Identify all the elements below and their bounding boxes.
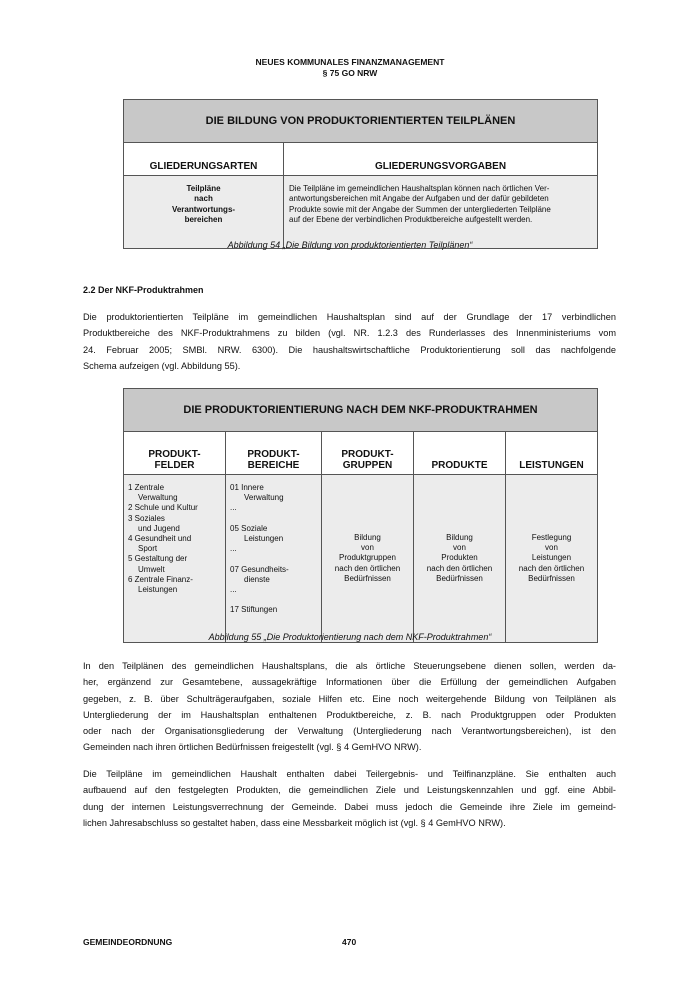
list-item: 01 Innere <box>230 483 264 492</box>
list-item: ... <box>230 544 237 554</box>
list-item: 5 Gestaltung der <box>128 554 188 564</box>
text-line: Leistungen <box>531 553 572 563</box>
header-title: NEUES KOMMUNALES FINANZMANAGEMENT <box>255 57 445 67</box>
list-item: 4 Gesundheit und <box>128 534 192 544</box>
spacer <box>230 554 320 564</box>
list-item: Leistungen <box>244 534 284 544</box>
paragraph-1 <box>83 309 616 374</box>
text-line: Schema aufzeigen (vgl. Abbildung 55). <box>83 360 241 371</box>
list-item: 07 Gesundheits- <box>230 564 289 574</box>
text-line: antwortungsbereichen mit Angabe der Aufgaben und der dafür gebildeten <box>289 194 549 204</box>
text-line: nach den örtlichen <box>334 563 401 573</box>
list-item: dienste <box>244 574 270 584</box>
text-line: In den Teilplänen des gemeindlichen Haushaltsplans, die als örtliche Steuerungsebene dienen sollen, werden da- <box>83 661 616 671</box>
footer-left: GEMEINDEORDNUNG <box>83 937 173 947</box>
table1-gliederungsvorgabe <box>284 176 598 249</box>
text-line: Verantwortungs- <box>171 204 236 214</box>
text-line: auf der Ebene der verbindlichen Produktbereiche aufgestellt werden. <box>289 214 533 224</box>
text-line: nach den örtlichen <box>426 563 493 573</box>
text-line: Bildung <box>354 532 381 542</box>
list-item: 05 Soziale <box>230 523 268 533</box>
text-line: nach <box>194 194 213 204</box>
list-item: ... <box>230 585 237 595</box>
text-line: von <box>453 543 466 553</box>
table1-gliederungsart <box>124 176 284 249</box>
page-header <box>0 57 700 79</box>
figure-caption-55: Abbildung 55 „Die Produktorientierung nach dem NKF-Produktrahmen“ <box>208 632 492 642</box>
text-line: Produktgruppen <box>339 553 396 563</box>
page-number: 470 <box>342 937 357 947</box>
produktgruppen-cell <box>322 475 414 643</box>
list-item: 2 Schule und Kultur <box>128 503 198 513</box>
text-line: lichen Jahresabschluss so gestaltet haben, dass eine Messbarkeit möglich ist (vgl. § 4 GemHVO NRW). <box>83 817 506 828</box>
list-item: Sport <box>138 544 158 554</box>
table2-header-produkte: PRODUKTE <box>414 432 506 475</box>
produktbereiche-list <box>226 475 322 643</box>
text-line: Gemeinden nach ihren örtlichen Bedürfnissen freigestellt (vgl. § 4 GemHVO NRW). <box>83 742 422 753</box>
text-line: oder nach der Organisationsgliederung der Verwaltung (Untergliederung nach Verantwortungsbereichen), ist den <box>83 726 616 737</box>
list-item: 3 Soziales <box>128 513 165 523</box>
paragraph-2 <box>83 658 616 756</box>
text-line: Festlegung <box>531 532 572 542</box>
list-item: Verwaltung <box>244 493 284 503</box>
text-line: Produktbereiche des NKF-Produktrahmens zu bilden (vgl. NR. 1.2.3 des Runderlasses des Innenministeriums vom <box>83 328 616 339</box>
text-line: von <box>361 543 374 553</box>
text-line: 24. Februar 2005; SMBl. NRW. 6300). Die haushaltswirtschaftliche Produktorientierung soll das nachfolgende <box>83 344 616 355</box>
text-line: nach den örtlichen <box>518 563 585 573</box>
text-line: Bedürfnissen <box>344 573 391 583</box>
table2-header-gruppen: PRODUKT- GRUPPEN <box>322 432 414 475</box>
text-line: bereichen <box>184 214 223 224</box>
spacer <box>230 595 320 605</box>
list-item: 1 Zentrale <box>128 483 165 492</box>
text-line: Bildung <box>446 532 473 542</box>
section-heading: 2.2 Der NKF-Produktrahmen <box>83 285 204 295</box>
text-line: Bedürfnissen <box>528 573 575 583</box>
table-produktrahmen <box>123 388 598 643</box>
table2-header-leistungen: LEISTUNGEN <box>506 432 598 475</box>
table1-col2-header: GLIEDERUNGSVORGABEN <box>284 143 598 176</box>
text-line: Untergliederung der im Haushaltsplan enthaltenen Produktbereiche, z. B. nach Produktgruppen oder Produkten <box>83 709 616 720</box>
text-line: dung der internen Leistungsverrechnung der Gemeinde. Dabei muss jedoch die Gemeinde ihre Ziele im gemeind- <box>83 801 616 812</box>
leistungen-cell <box>506 475 598 643</box>
list-item: und Jugend <box>138 523 180 533</box>
text-line: Die produktorientierten Teilpläne im gemeindlichen Haushaltsplan sind auf der Grundlage der 17 verbindlichen <box>83 312 616 322</box>
text-line: Teilpläne <box>186 184 221 193</box>
text-line: gegeben, z. B. über Schulträgeraufgaben, soziale Hilfen etc. Eine noch weitergehende Bildung von Teilplänen als <box>83 693 616 704</box>
text-line: von <box>545 543 558 553</box>
table2-header-felder: PRODUKT- FELDER <box>124 432 226 475</box>
text-line: Produkte sowie mit der Angabe der Summen der untergliederten Teilpläne <box>289 204 551 214</box>
list-item: Verwaltung <box>138 493 178 503</box>
text-line: Produkten <box>441 553 478 563</box>
spacer <box>230 514 320 524</box>
text-line: aufbauend auf den festgelegten Produkten, die gemeindlichen Ziele und Leistungskennzahlen und ggf. eine Abbil- <box>83 785 616 796</box>
table2-title: DIE PRODUKTORIENTIERUNG NACH DEM NKF-PRODUKTRAHMEN <box>124 389 598 432</box>
text-line: Bedürfnissen <box>436 573 483 583</box>
produkte-cell <box>414 475 506 643</box>
table-teilplaene <box>123 99 598 249</box>
text-line: her, ergänzend zur Gesamtebene, aussagekräftige Informationen über die Erfüllung der gemeindlichen Aufgaben <box>83 677 616 688</box>
header-section: § 75 GO NRW <box>322 68 378 78</box>
figure-caption-54: Abbildung 54 „Die Bildung von produktorientierten Teilplänen“ <box>227 240 473 250</box>
list-item: 17 Stiftungen <box>230 605 278 615</box>
list-item: Umwelt <box>138 564 165 574</box>
text-line: Die Teilpläne im gemeindlichen Haushalt enthalten dabei Teilergebnis- und Teilfinanzpläne. Sie enthalten auch <box>83 769 616 779</box>
text-line: Die Teilpläne im gemeindlichen Haushaltsplan können nach örtlichen Ver- <box>289 184 550 193</box>
table1-col1-header: GLIEDERUNGSARTEN <box>124 143 284 176</box>
produktfelder-list <box>124 475 226 643</box>
list-item: ... <box>230 503 237 513</box>
list-item: Leistungen <box>138 585 178 595</box>
paragraph-3 <box>83 766 616 831</box>
list-item: 6 Zentrale Finanz- <box>128 574 193 584</box>
table2-header-bereiche: PRODUKT- BEREICHE <box>226 432 322 475</box>
table1-title: DIE BILDUNG VON PRODUKTORIENTIERTEN TEILPLÄNEN <box>124 100 598 143</box>
